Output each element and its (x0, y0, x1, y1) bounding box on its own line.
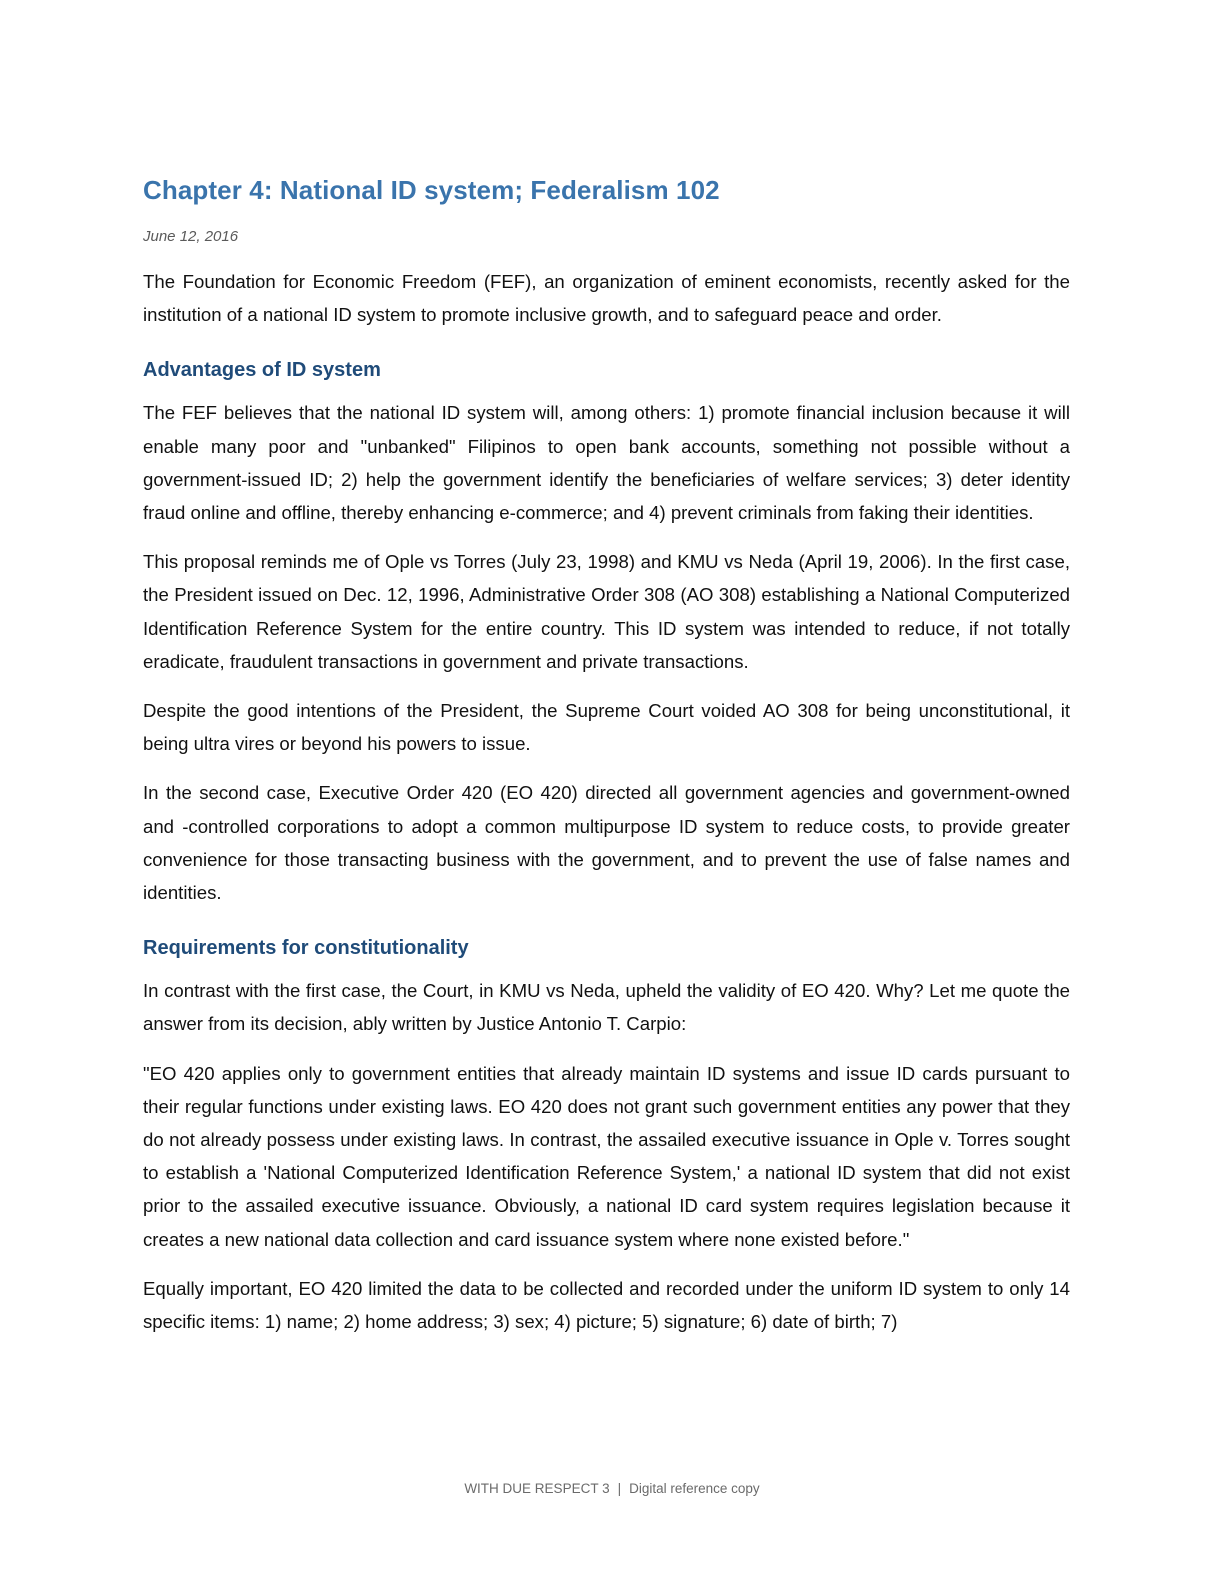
paragraph: Despite the good intentions of the President, the Supreme Court voided AO 308 for being unconstitutional, it being ultra vires or beyond his powers to issue. (143, 700, 1070, 755)
page-footer (0, 1478, 1224, 1500)
document-page (143, 170, 1070, 1338)
publication-date: June 12, 2016 (143, 228, 239, 245)
paragraph: Equally important, EO 420 limited the data to be collected and recorded under the uniform ID system to only 14 specific items: 1) name; 2) home address; 3) sex; 4) picture; 5) signature; 6) date of birth; 7) (143, 1277, 1070, 1333)
footer-book-page: WITH DUE RESPECT 3 (464, 1481, 610, 1496)
paragraph: In contrast with the first case, the Court, in KMU vs Neda, upheld the validity of EO 420. Why? Let me quote the answer from its decision, ably written by Justice Antonio T. Carpio: (143, 980, 1070, 1035)
paragraph: The FEF believes that the national ID system will, among others: 1) promote financial inclusion because it will enable many poor and "unbanked" Filipinos to open bank accounts, something not possible without a government-issued ID; 2) help the government identify the beneficiaries of welfare services; 3) deter identity fraud online and offline, thereby enhancing e-commerce; and 4) prevent criminals from faking their identities. (143, 402, 1070, 524)
chapter-title: Chapter 4: National ID system; Federalism 102 (143, 175, 720, 205)
paragraph: In the second case, Executive Order 420 (EO 420) directed all government agencies and government-owned and -controlled corporations to adopt a common multipurpose ID system to reduce costs, to provide greater convenience for those transacting business with the government, and to prevent the use of false names and identities. (143, 782, 1070, 904)
footer-separator: | (617, 1481, 622, 1496)
intro-paragraph: The Foundation for Economic Freedom (FEF), an organization of eminent economists, recently asked for the institution of a national ID system to promote inclusive growth, and to safeguard peace and order. (143, 271, 1070, 326)
paragraph: This proposal reminds me of Ople vs Torres (July 23, 1998) and KMU vs Neda (April 19, 2006). In the first case, the President issued on Dec. 12, 1996, Administrative Order 308 (AO 308) establishing a National Computerized Identification Reference System for the entire country. This ID system was intended to reduce, if not totally eradicate, fraudulent transactions in government and private transactions. (143, 551, 1070, 672)
quote-paragraph: "EO 420 applies only to government entities that already maintain ID systems and issue ID cards pursuant to their regular functions under existing laws. EO 420 does not grant such government entities any power that they do not already possess under existing laws. In contrast, the assailed executive issuance in Ople v. Torres sought to establish a 'National Computerized Identification Reference System,' a national ID system that did not exist prior to the assailed executive issuance. Obviously, a national ID card system requires legislation because it creates a new national data collection and card issuance system where none existed before." (143, 1062, 1070, 1250)
footer-copy-label: Digital reference copy (629, 1481, 760, 1496)
section-heading-requirements: Requirements for constitutionality (143, 937, 469, 960)
section-heading-advantages: Advantages of ID system (143, 359, 381, 382)
